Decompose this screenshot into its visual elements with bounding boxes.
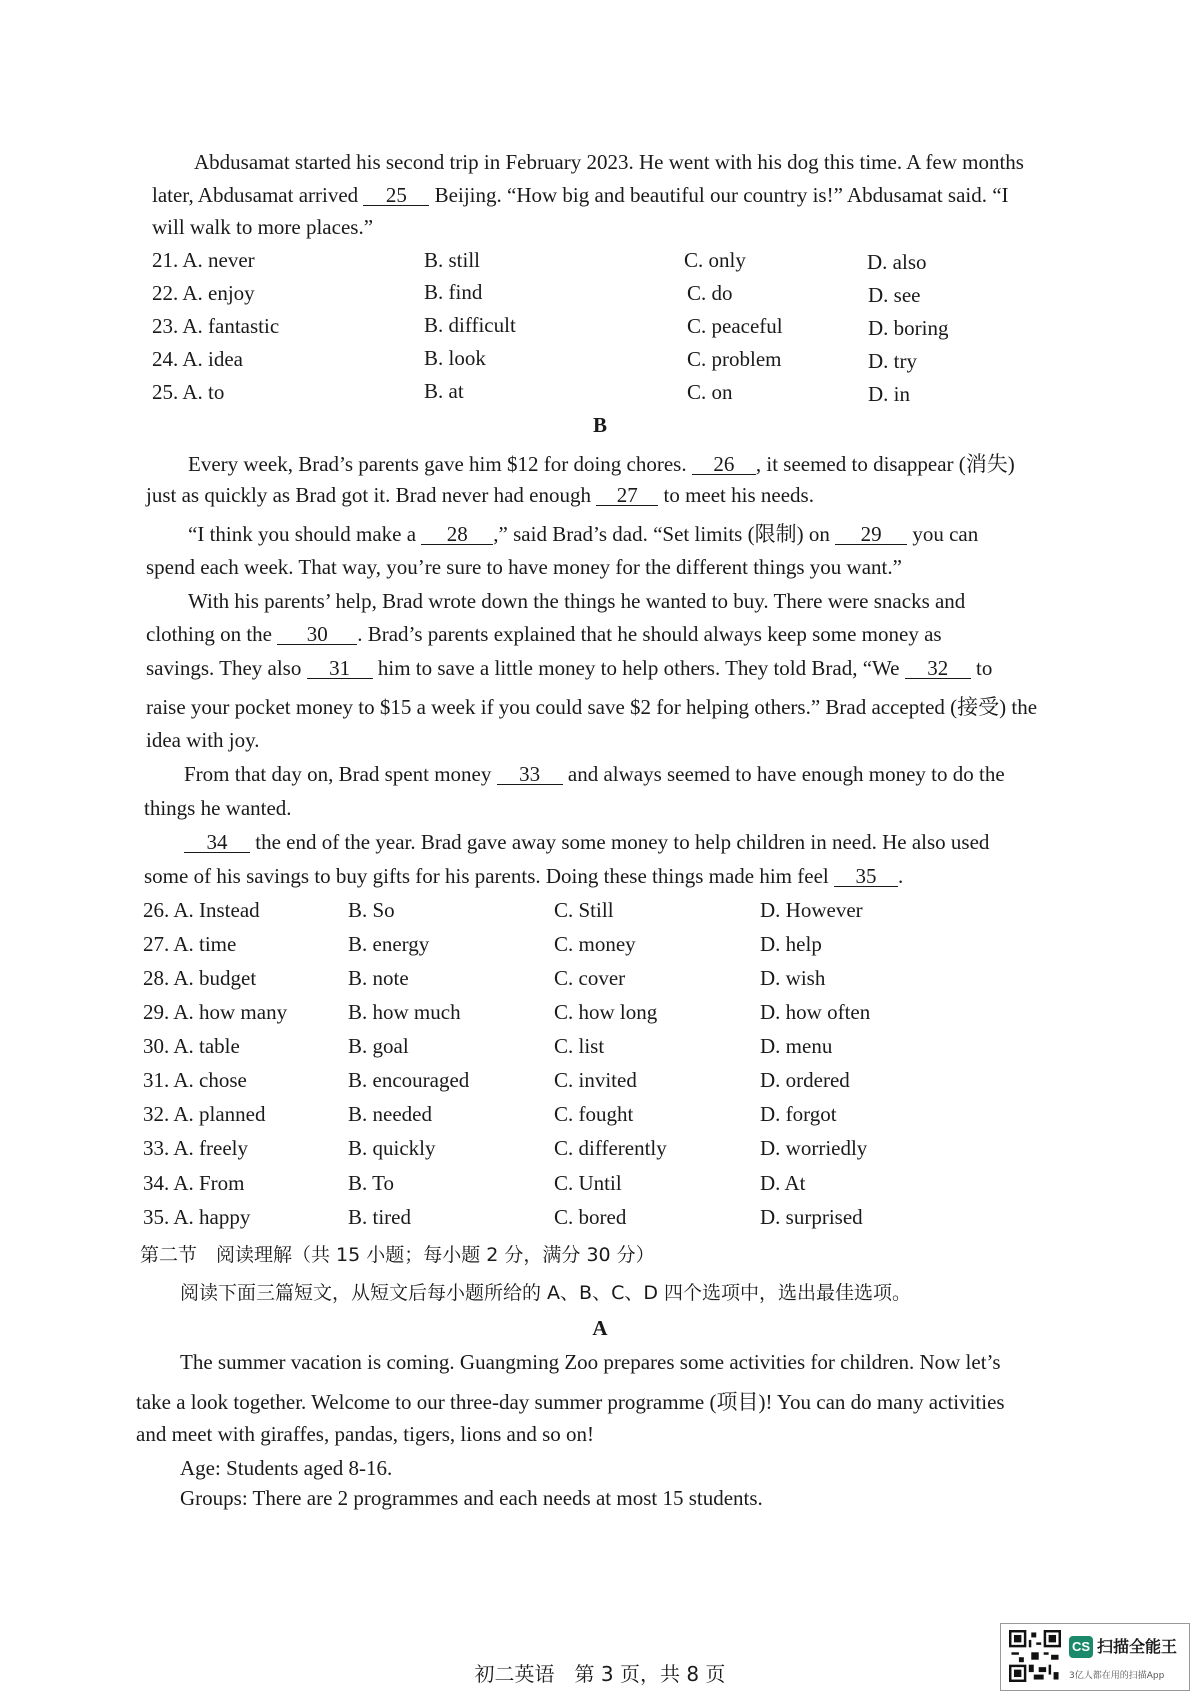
passage-2a-line: and meet with giraffes, pandas, tigers, lions and so on!	[136, 1422, 595, 1446]
option-24-a[interactable]: 24. A. idea	[152, 347, 243, 371]
option-25-a[interactable]: 25. A. to	[152, 380, 225, 404]
option-29-a[interactable]: 29. A. how many	[143, 1000, 288, 1024]
option-23-a[interactable]: 23. A. fantastic	[152, 314, 280, 338]
blank-26[interactable]: 26	[692, 454, 756, 475]
text: From that day on, Brad spent money	[184, 762, 497, 786]
option-25-b[interactable]: B. at	[424, 379, 464, 403]
scanner-tagline: 3亿人都在用的扫描App	[1069, 1671, 1165, 1681]
option-33-d[interactable]: D. worriedly	[760, 1136, 868, 1160]
option-23-c[interactable]: C. peaceful	[687, 314, 783, 338]
text: him to save a little money to help others. They told Brad, “We	[372, 656, 905, 680]
option-23-b[interactable]: B. difficult	[424, 313, 516, 337]
option-22-b[interactable]: B. find	[424, 280, 483, 304]
option-31-a[interactable]: 31. A. chose	[143, 1068, 247, 1092]
passage-b-line	[146, 483, 814, 508]
option-25-c[interactable]: C. on	[687, 380, 733, 404]
passage-b-line	[184, 762, 1005, 787]
option-32-c[interactable]: C. fought	[554, 1102, 634, 1126]
option-35-d[interactable]: D. surprised	[760, 1205, 863, 1229]
option-27-b[interactable]: B. energy	[348, 932, 430, 956]
passage-b-line: spend each week. That way, you’re sure to have money for the different things you want.”	[146, 555, 902, 579]
option-34-b[interactable]: B. To	[348, 1171, 394, 1195]
option-32-b[interactable]: B. needed	[348, 1102, 432, 1126]
option-27-a[interactable]: 27. A. time	[143, 932, 237, 956]
text: to meet his needs.	[658, 483, 814, 507]
blank-31[interactable]: 31	[307, 658, 373, 679]
text: . Brad’s parents explained that he should always keep some money as	[357, 622, 942, 646]
blank-34[interactable]: 34	[184, 832, 250, 853]
page-footer: 初二英语 第 3 页，共 8 页	[474, 1662, 726, 1686]
passage-b-line	[146, 656, 992, 681]
passage-b-line: idea with joy.	[146, 728, 260, 752]
passage-b-line: things he wanted.	[144, 796, 292, 820]
option-24-b[interactable]: B. look	[424, 346, 486, 370]
qr-code-icon	[1009, 1630, 1061, 1682]
option-28-c[interactable]: C. cover	[554, 966, 626, 990]
option-29-d[interactable]: D. how often	[760, 1000, 871, 1024]
option-31-d[interactable]: D. ordered	[760, 1068, 850, 1092]
passage-b-line: With his parents’ help, Brad wrote down the things he wanted to buy. There were snacks and	[188, 589, 966, 613]
option-25-d[interactable]: D. in	[868, 382, 910, 406]
option-28-a[interactable]: 28. A. budget	[143, 966, 257, 990]
option-26-c[interactable]: C. Still	[554, 898, 614, 922]
blank-27[interactable]: 27	[596, 485, 658, 506]
text: some of his savings to buy gifts for his parents. Doing these things made him feel	[144, 864, 834, 888]
option-30-d[interactable]: D. menu	[760, 1034, 833, 1058]
option-31-b[interactable]: B. encouraged	[348, 1068, 470, 1092]
option-27-c[interactable]: C. money	[554, 932, 636, 956]
passage-b-line: raise your pocket money to $15 a week if you could save $2 for helping others.” Brad accepted (接受) the	[146, 695, 1038, 719]
option-35-c[interactable]: C. bored	[554, 1205, 627, 1229]
option-34-a[interactable]: 34. A. From	[143, 1171, 245, 1195]
blank-30[interactable]: 30	[277, 624, 357, 645]
option-21-a[interactable]: 21. A. never	[152, 248, 255, 272]
text: savings. They also	[146, 656, 307, 680]
option-32-d[interactable]: D. forgot	[760, 1102, 837, 1126]
passage-2a-line: take a look together. Welcome to our three-day summer programme (项目)! You can do many activities	[136, 1390, 1005, 1414]
blank-32[interactable]: 32	[905, 658, 971, 679]
text: and always seemed to have enough money to do the	[562, 762, 1005, 786]
option-32-a[interactable]: 32. A. planned	[143, 1102, 266, 1126]
blank-25[interactable]: 25	[363, 185, 429, 206]
scanner-brand-name: 扫描全能王	[1097, 1637, 1178, 1656]
option-21-c[interactable]: C. only	[684, 248, 746, 272]
text: Every week, Brad’s parents gave him $12 for doing chores.	[188, 452, 692, 476]
text: “I think you should make a	[188, 522, 422, 546]
text: the end of the year. Brad gave away some money to help children in need. He also used	[250, 830, 990, 854]
blank-29[interactable]: 29	[835, 524, 907, 545]
text: , it seemed to disappear (消失)	[755, 452, 1015, 476]
option-28-d[interactable]: D. wish	[760, 966, 826, 990]
option-23-d[interactable]: D. boring	[868, 316, 949, 340]
passage-2a-line: The summer vacation is coming. Guangming Zoo prepares some activities for children. Now let’s	[180, 1350, 1001, 1374]
text: you can	[907, 522, 979, 546]
option-24-d[interactable]: D. try	[868, 349, 917, 373]
option-26-a[interactable]: 26. A. Instead	[143, 898, 260, 922]
passage-b-line	[184, 830, 989, 855]
option-27-d[interactable]: D. help	[760, 932, 822, 956]
text: to	[970, 656, 993, 680]
text: ,” said Brad’s dad. “Set limits (限制) on	[493, 522, 836, 546]
intro-line-3: will walk to more places.”	[152, 215, 374, 239]
text: just as quickly as Brad got it. Brad never had enough	[146, 483, 597, 507]
option-21-b[interactable]: B. still	[424, 248, 481, 272]
option-33-a[interactable]: 33. A. freely	[143, 1136, 248, 1160]
passage-b-line	[188, 448, 1015, 478]
intro-line-2	[152, 183, 1009, 208]
option-34-d[interactable]: D. At	[760, 1171, 806, 1195]
text: later, Abdusamat arrived	[152, 183, 364, 207]
option-21-d[interactable]: D. also	[867, 250, 927, 274]
text: Beijing. “How big and beautiful our country is!” Abdusamat said. “I	[429, 183, 1009, 207]
option-30-a[interactable]: 30. A. table	[143, 1034, 240, 1058]
intro-line-1: Abdusamat started his second trip in February 2023. He went with his dog this time. A few months	[194, 150, 1024, 174]
blank-33[interactable]: 33	[497, 764, 563, 785]
passage-2a-groups: Groups: There are 2 programmes and each needs at most 15 students.	[180, 1486, 763, 1510]
option-24-c[interactable]: C. problem	[687, 347, 782, 371]
section-2-title: 第二节 阅读理解（共 15 小题；每小题 2 分，满分 30 分）	[140, 1244, 655, 1266]
option-33-c[interactable]: C. differently	[554, 1136, 667, 1160]
section-2-instruction: 阅读下面三篇短文，从短文后每小题所给的 A、B、C、D 四个选项中，选出最佳选项。	[180, 1282, 912, 1304]
option-35-b[interactable]: B. tired	[348, 1205, 411, 1229]
option-34-c[interactable]: C. Until	[554, 1171, 622, 1195]
option-22-c[interactable]: C. do	[687, 281, 733, 305]
passage-b-line	[188, 518, 978, 548]
blank-28[interactable]: 28	[421, 524, 493, 545]
scanner-watermark	[1000, 1623, 1190, 1691]
text: clothing on the	[146, 622, 278, 646]
option-29-b[interactable]: B. how much	[348, 1000, 461, 1024]
section-2-passage-a-heading: A	[592, 1316, 608, 1340]
option-22-a[interactable]: 22. A. enjoy	[152, 281, 255, 305]
option-22-d[interactable]: D. see	[868, 283, 921, 307]
passage-b-line	[146, 622, 942, 647]
passage-b-line	[144, 864, 903, 889]
option-26-b[interactable]: B. So	[348, 898, 395, 922]
passage-2a-age: Age: Students aged 8-16.	[180, 1456, 393, 1480]
text: .	[898, 864, 904, 888]
option-31-c[interactable]: C. invited	[554, 1068, 637, 1092]
option-33-b[interactable]: B. quickly	[348, 1136, 436, 1160]
option-30-b[interactable]: B. goal	[348, 1034, 409, 1058]
section-b-heading: B	[592, 413, 607, 437]
option-35-a[interactable]: 35. A. happy	[143, 1205, 251, 1229]
scanner-logo-icon: CS	[1069, 1636, 1093, 1658]
option-29-c[interactable]: C. how long	[554, 1000, 658, 1024]
option-28-b[interactable]: B. note	[348, 966, 409, 990]
option-30-c[interactable]: C. list	[554, 1034, 605, 1058]
option-26-d[interactable]: D. However	[760, 898, 863, 922]
blank-35[interactable]: 35	[834, 866, 898, 887]
